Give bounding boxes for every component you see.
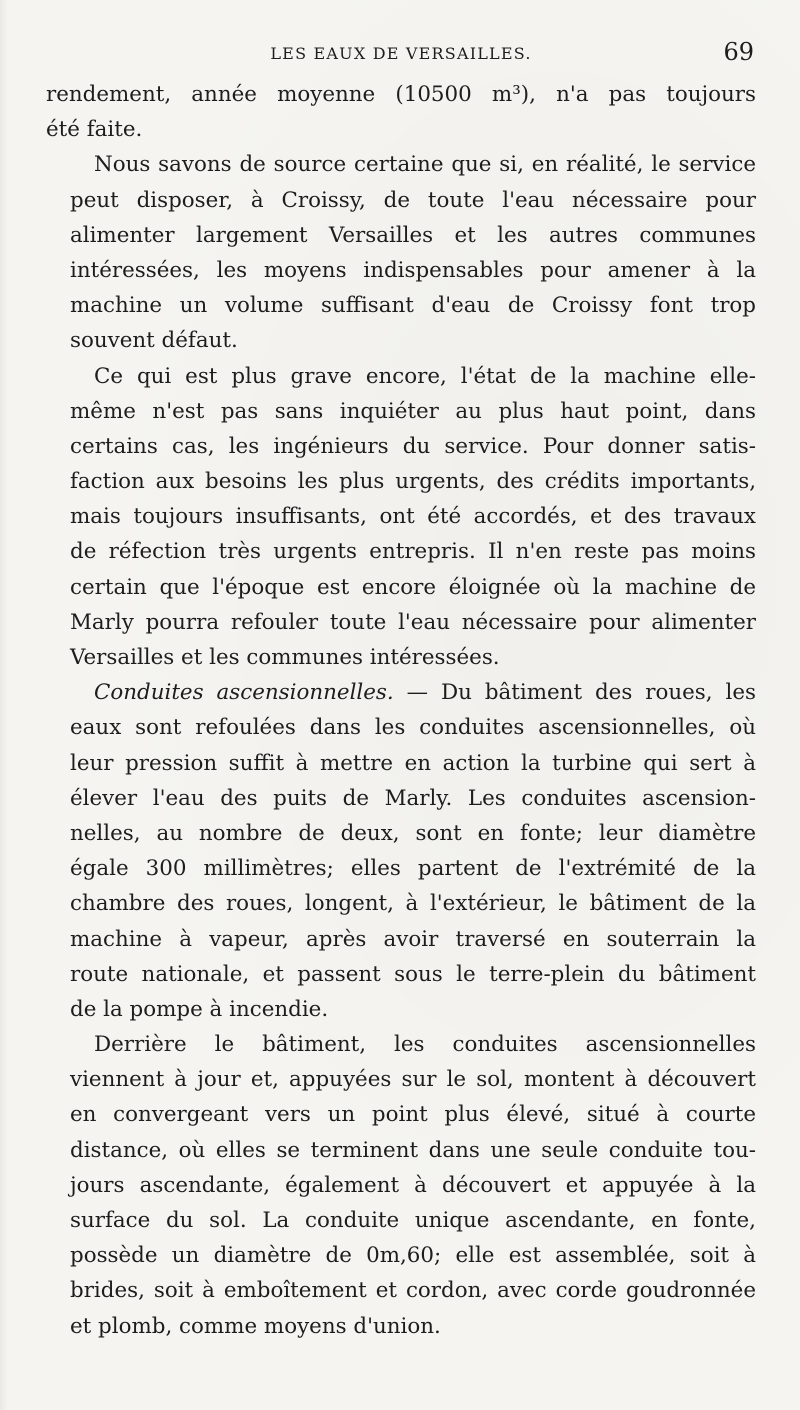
paragraph-4	[46, 675, 756, 1027]
text-line: élever l'eau des puits de Marly. Les conduites ascension-	[70, 785, 756, 811]
text-line: machine un volume suffisant d'eau de Croissy font trop	[70, 293, 756, 319]
running-head: LES EAUX DE VERSAILLES.	[270, 44, 532, 63]
paragraph-1	[46, 77, 756, 147]
text-line: Nous savons de source certaine que si, en réalité, le service	[94, 152, 756, 178]
body-text	[46, 77, 756, 1344]
text-line: leur pression suffit à mettre en action la turbine qui sert à	[70, 750, 756, 776]
text-line: jours ascendante, également à découvert et appuyée à la	[70, 1172, 756, 1198]
text-line: égale 300 millimètres; elles partent de l'extrémité de la	[70, 856, 756, 882]
text-line: intéressées, les moyens indispensables pour amener à la	[70, 257, 756, 283]
text-line: de réfection très urgents entrepris. Il n'en reste pas moins	[70, 539, 756, 565]
page-number: 69	[723, 38, 754, 66]
text-line: Derrière le bâtiment, les conduites ascensionnelles	[94, 1032, 756, 1058]
paragraph-5	[46, 1027, 756, 1344]
text-line: rendement, année moyenne (10500 m³), n'a pas toujours	[46, 82, 756, 107]
text-line: nelles, au nombre de deux, sont en fonte; leur diamètre	[70, 820, 756, 846]
text-line: peut disposer, à Croissy, de toute l'eau nécessaire pour	[70, 187, 756, 213]
text-line: route nationale, et passent sous le terre-plein du bâtiment	[70, 961, 756, 987]
text-line: Marly pourra refouler toute l'eau nécessaire pour alimenter	[70, 609, 756, 635]
text-line: Versailles et les communes intéressées.	[70, 645, 500, 670]
text-line: faction aux besoins les plus urgents, des crédits importants,	[70, 469, 756, 495]
text-line: été faite.	[46, 117, 143, 143]
text-line: et plomb, comme moyens d'union.	[70, 1313, 441, 1339]
text-line: souvent défaut.	[70, 328, 238, 354]
text-line: certains cas, les ingénieurs du service. Pour donner satis-	[70, 433, 756, 459]
page-header	[46, 38, 756, 68]
paragraph-2	[46, 147, 756, 358]
text-line: de la pompe à incendie.	[70, 996, 329, 1022]
text-line: viennent à jour et, appuyées sur le sol, montent à découvert	[70, 1067, 756, 1093]
text-line: chambre des roues, longent, à l'extérieur, le bâtiment de la	[70, 891, 756, 917]
paragraph-3	[46, 359, 756, 676]
text-line: certain que l'époque est encore éloignée où la machine de	[70, 574, 756, 600]
text-line: surface du sol. La conduite unique ascendante, en fonte,	[70, 1208, 756, 1233]
lead-rest: — Du bâtiment des roues, les	[393, 680, 756, 706]
text-line: possède un diamètre de 0m,60; elle est assemblée, soit à	[70, 1243, 756, 1269]
text-line: alimenter largement Versailles et les autres communes	[70, 222, 756, 248]
section-heading-italic: Conduites ascensionnelles.	[94, 680, 394, 706]
text-line	[46, 675, 756, 710]
text-line: même n'est pas sans inquiéter au plus haut point, dans	[70, 398, 756, 424]
text-line: eaux sont refoulées dans les conduites ascensionnelles, où	[70, 715, 756, 741]
text-line: Ce qui est plus grave encore, l'état de la machine elle-	[94, 363, 756, 389]
text-line: machine à vapeur, après avoir traversé en souterrain la	[70, 926, 756, 952]
text-line: mais toujours insuffisants, ont été accordés, et des travaux	[70, 504, 756, 530]
text-line: brides, soit à emboîtement et cordon, avec corde goudronnée	[70, 1278, 756, 1304]
text-line: en convergeant vers un point plus élevé, situé à courte	[70, 1102, 756, 1128]
text-line: distance, où elles se terminent dans une seule conduite tou-	[70, 1137, 756, 1163]
